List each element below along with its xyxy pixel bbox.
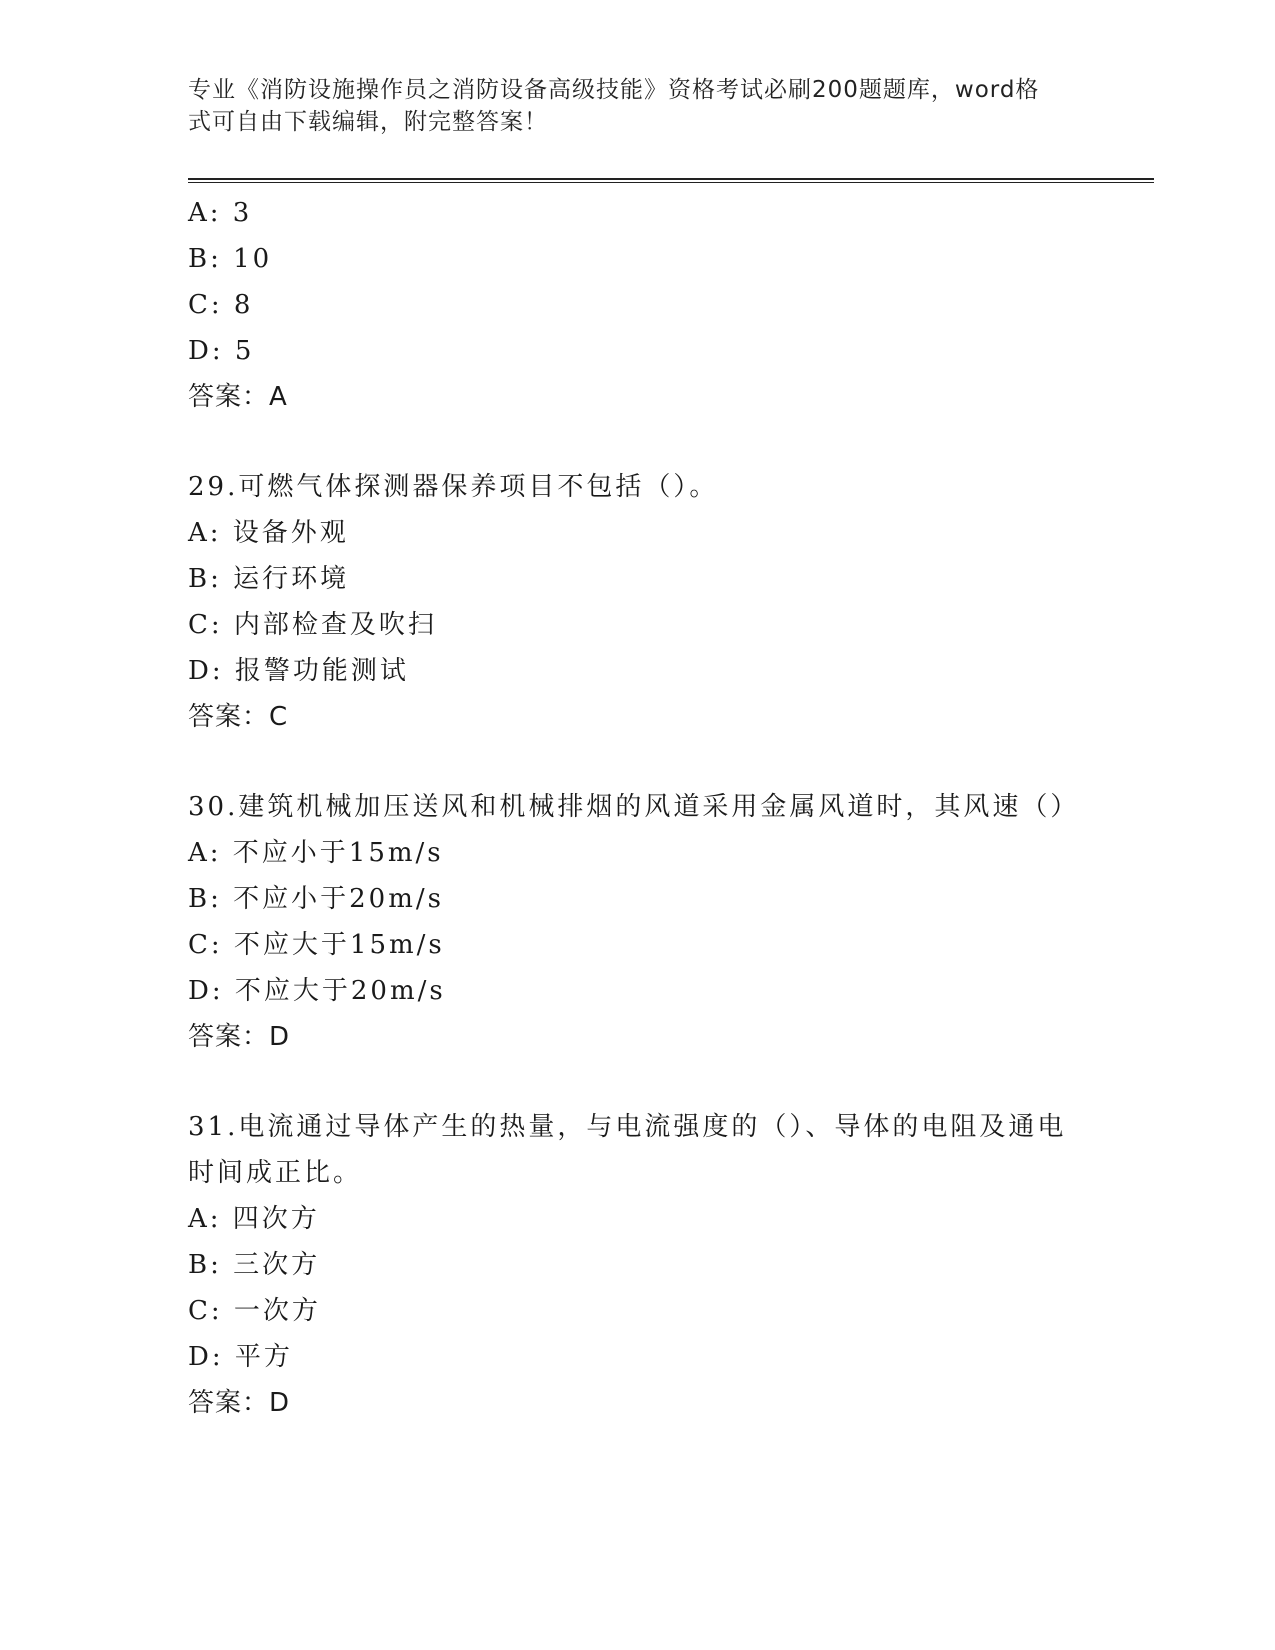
question-stem: 29.可燃气体探测器保养项目不包括（）。 [188, 472, 719, 502]
option-d: D: 报警功能测试 [188, 656, 409, 686]
option-b: B: 10 [188, 244, 273, 274]
answer: 答案：D [188, 1388, 291, 1418]
answer: 答案：A [188, 382, 288, 412]
question-stem: 30.建筑机械加压送风和机械排烟的风道采用金属风道时，其风速（） [188, 792, 1080, 822]
option-a: A: 不应小于15m/s [188, 838, 444, 868]
question-30 [188, 784, 1088, 1060]
option-c: C: 内部检查及吹扫 [188, 610, 437, 640]
option-c: C: 8 [188, 290, 254, 320]
document-header [188, 74, 1068, 138]
option-c: C: 一次方 [188, 1296, 321, 1326]
option-b: B: 不应小于20m/s [188, 884, 444, 914]
question-28-tail [188, 190, 1088, 420]
answer: 答案：D [188, 1022, 291, 1052]
header-line-2: 式可自由下载编辑，附完整答案！ [188, 109, 548, 135]
header-line-1: 专业《消防设施操作员之消防设备高级技能》资格考试必刷200题题库，word格 [188, 77, 1040, 103]
question-stem-line-2: 时间成正比。 [188, 1158, 363, 1188]
header-divider [188, 178, 1154, 183]
option-b: B: 三次方 [188, 1250, 321, 1280]
question-stem-line-1: 31.电流通过导体产生的热量，与电流强度的（）、导体的电阻及通电 [188, 1112, 1067, 1142]
answer: 答案：C [188, 702, 289, 732]
option-a: A: 3 [188, 198, 253, 228]
option-a: A: 四次方 [188, 1204, 320, 1234]
question-list [188, 190, 1088, 1426]
question-29 [188, 464, 1088, 740]
option-d: D: 5 [188, 336, 255, 366]
option-b: B: 运行环境 [188, 564, 350, 594]
option-a: A: 设备外观 [188, 518, 349, 548]
question-31 [188, 1104, 1088, 1426]
option-d: D: 平方 [188, 1342, 293, 1372]
option-d: D: 不应大于20m/s [188, 976, 446, 1006]
option-c: C: 不应大于15m/s [188, 930, 445, 960]
